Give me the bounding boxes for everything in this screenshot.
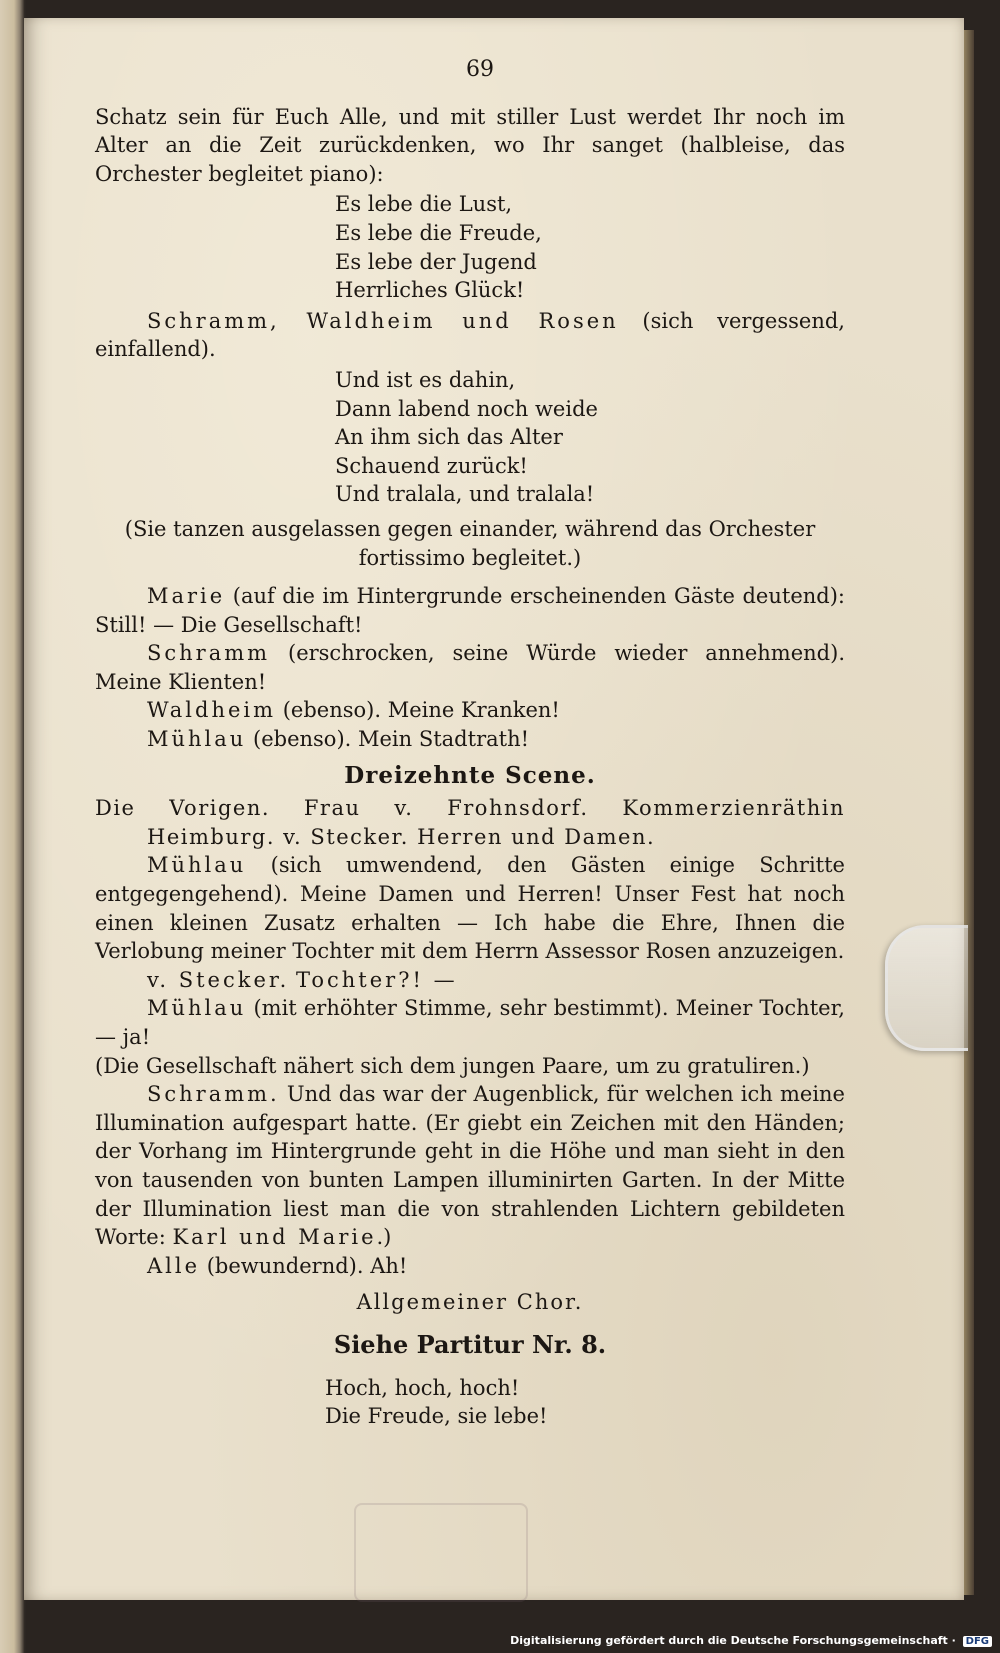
score-reference-heading: Siehe Partitur Nr. 8. bbox=[333, 1329, 607, 1359]
verse-line: An ihm sich das Alter bbox=[335, 425, 563, 450]
verse-block-1 bbox=[335, 190, 845, 304]
speech-text-end: .) bbox=[376, 1225, 392, 1250]
speech-text: (bewundernd). Ah! bbox=[206, 1253, 408, 1278]
verse-line: Dann labend noch weide bbox=[335, 396, 598, 421]
speech-text: (ebenso). Meine Kranken! bbox=[282, 698, 560, 723]
speech-schramm-3 bbox=[95, 1080, 845, 1252]
chorus-heading: Allgemeiner Chor. bbox=[356, 1290, 584, 1315]
verse-line: Herrliches Glück! bbox=[335, 278, 525, 303]
scene-heading: Dreizehnte Scene. bbox=[344, 761, 596, 789]
cast-list: Die Vorigen. Frau v. Frohnsdorf. Kommerzienräthin Heimburg. v. Stecker. Herren und Damen. bbox=[95, 796, 845, 849]
verse-block-2 bbox=[335, 366, 845, 509]
speech-text: (sich umwendend, den Gästen einige Schritte entgegengehend). Meine Damen und Herren! Unser Fest hat noch einen kleinen Zusatz erhalten — Ich habe die Ehre, Ihnen die Verlobung meiner Tochter mit dem Herrn Assessor Rosen anzuzeigen. bbox=[95, 853, 845, 964]
stage-direction-dance: (Sie tanzen ausgelassen gegen einander, während das Orchester fortissimo begleitet.) bbox=[124, 516, 816, 570]
speaker-name: Alle bbox=[147, 1253, 201, 1278]
verse-line: Es lebe die Lust, bbox=[335, 192, 513, 217]
speaker-name: Marie bbox=[147, 584, 226, 609]
speech-text: (mit erhöhter Stimme, sehr bestimmt). Meiner Tochter, — ja! bbox=[95, 996, 845, 1049]
speech-text: Tochter?! — bbox=[295, 967, 458, 992]
speaker-name: Schramm, Waldheim und Rosen bbox=[147, 308, 619, 333]
speaker-name: Schramm bbox=[147, 641, 271, 666]
speech-stecker bbox=[95, 966, 845, 995]
verse-line: Es lebe der Jugend bbox=[335, 249, 537, 274]
verse-block-3 bbox=[325, 1374, 845, 1431]
page-clip-bookmark bbox=[885, 925, 968, 1051]
verse-line: Hoch, hoch, hoch! bbox=[325, 1375, 520, 1400]
speech-schramm-waldheim-rosen bbox=[95, 307, 845, 364]
speech-text: (auf die im Hintergrunde erscheinenden Gäste deutend): Still! — Die Gesellschaft! bbox=[95, 584, 845, 637]
stage-direction-gratulation: (Die Gesellschaft nähert sich dem jungen Paare, um zu gratuliren.) bbox=[95, 1053, 810, 1078]
illumination-words: Karl und Marie bbox=[172, 1225, 377, 1250]
speaker-name: Schramm. bbox=[147, 1082, 280, 1107]
speech-waldheim bbox=[95, 696, 845, 725]
speech-marie bbox=[95, 582, 845, 639]
speaker-name: Waldheim bbox=[147, 698, 277, 723]
speech-muehlau-2 bbox=[95, 851, 845, 965]
credit-text: Digitalisierung gefördert durch die Deutsche Forschungsgemeinschaft bbox=[510, 1634, 948, 1647]
digitization-credit: Digitalisierung gefördert durch die Deutsche Forschungsgemeinschaft · DFG bbox=[510, 1634, 992, 1647]
left-page-edge bbox=[0, 0, 24, 1653]
speech-muehlau-1 bbox=[95, 725, 845, 754]
speaker-name: Mühlau bbox=[147, 727, 247, 752]
verse-line: Und ist es dahin, bbox=[335, 367, 516, 392]
speaker-name: Mühlau bbox=[147, 996, 247, 1021]
verse-line: Schauend zurück! bbox=[335, 453, 528, 478]
page-number: 69 bbox=[466, 57, 494, 82]
speech-text: Und das war der Augenblick, für welchen ich meine Illumination aufgespart hatte. (Er giebt ein Zeichen mit den Händen; der Vorhang im Hintergrunde geht in die Höhe und man sieht in den von tausenden von bunten Lampen illuminirten Garten. In der Mitte der Illumination liest man die von strahlenden Lichtern gebildeten Worte: bbox=[95, 1082, 845, 1250]
library-stamp-mark bbox=[354, 1503, 528, 1602]
verse-line: Es lebe die Freude, bbox=[335, 220, 542, 245]
dfg-logo: DFG bbox=[963, 1636, 992, 1647]
stage-direction: (sich vergessend, einfallend). bbox=[95, 308, 845, 362]
speech-muehlau-3 bbox=[95, 994, 845, 1051]
verse-line: Die Freude, sie lebe! bbox=[325, 1404, 548, 1429]
speech-alle bbox=[95, 1252, 845, 1281]
speaker-name: Mühlau bbox=[147, 853, 247, 878]
verse-line: Und tralala, und tralala! bbox=[335, 482, 595, 507]
page-text bbox=[95, 56, 845, 1431]
paragraph-intro: Schatz sein für Euch Alle, und mit stiller Lust werdet Ihr noch im Alter an die Zeit zurückdenken, wo Ihr sanget (halbleise, das Orchester begleitet piano): bbox=[95, 104, 845, 186]
speech-text: (erschrocken, seine Würde wieder annehmend). Meine Klienten! bbox=[95, 641, 845, 694]
speaker-name: v. Stecker. bbox=[147, 967, 290, 992]
speech-text: (ebenso). Mein Stadtrath! bbox=[253, 727, 530, 752]
speech-schramm bbox=[95, 639, 845, 696]
